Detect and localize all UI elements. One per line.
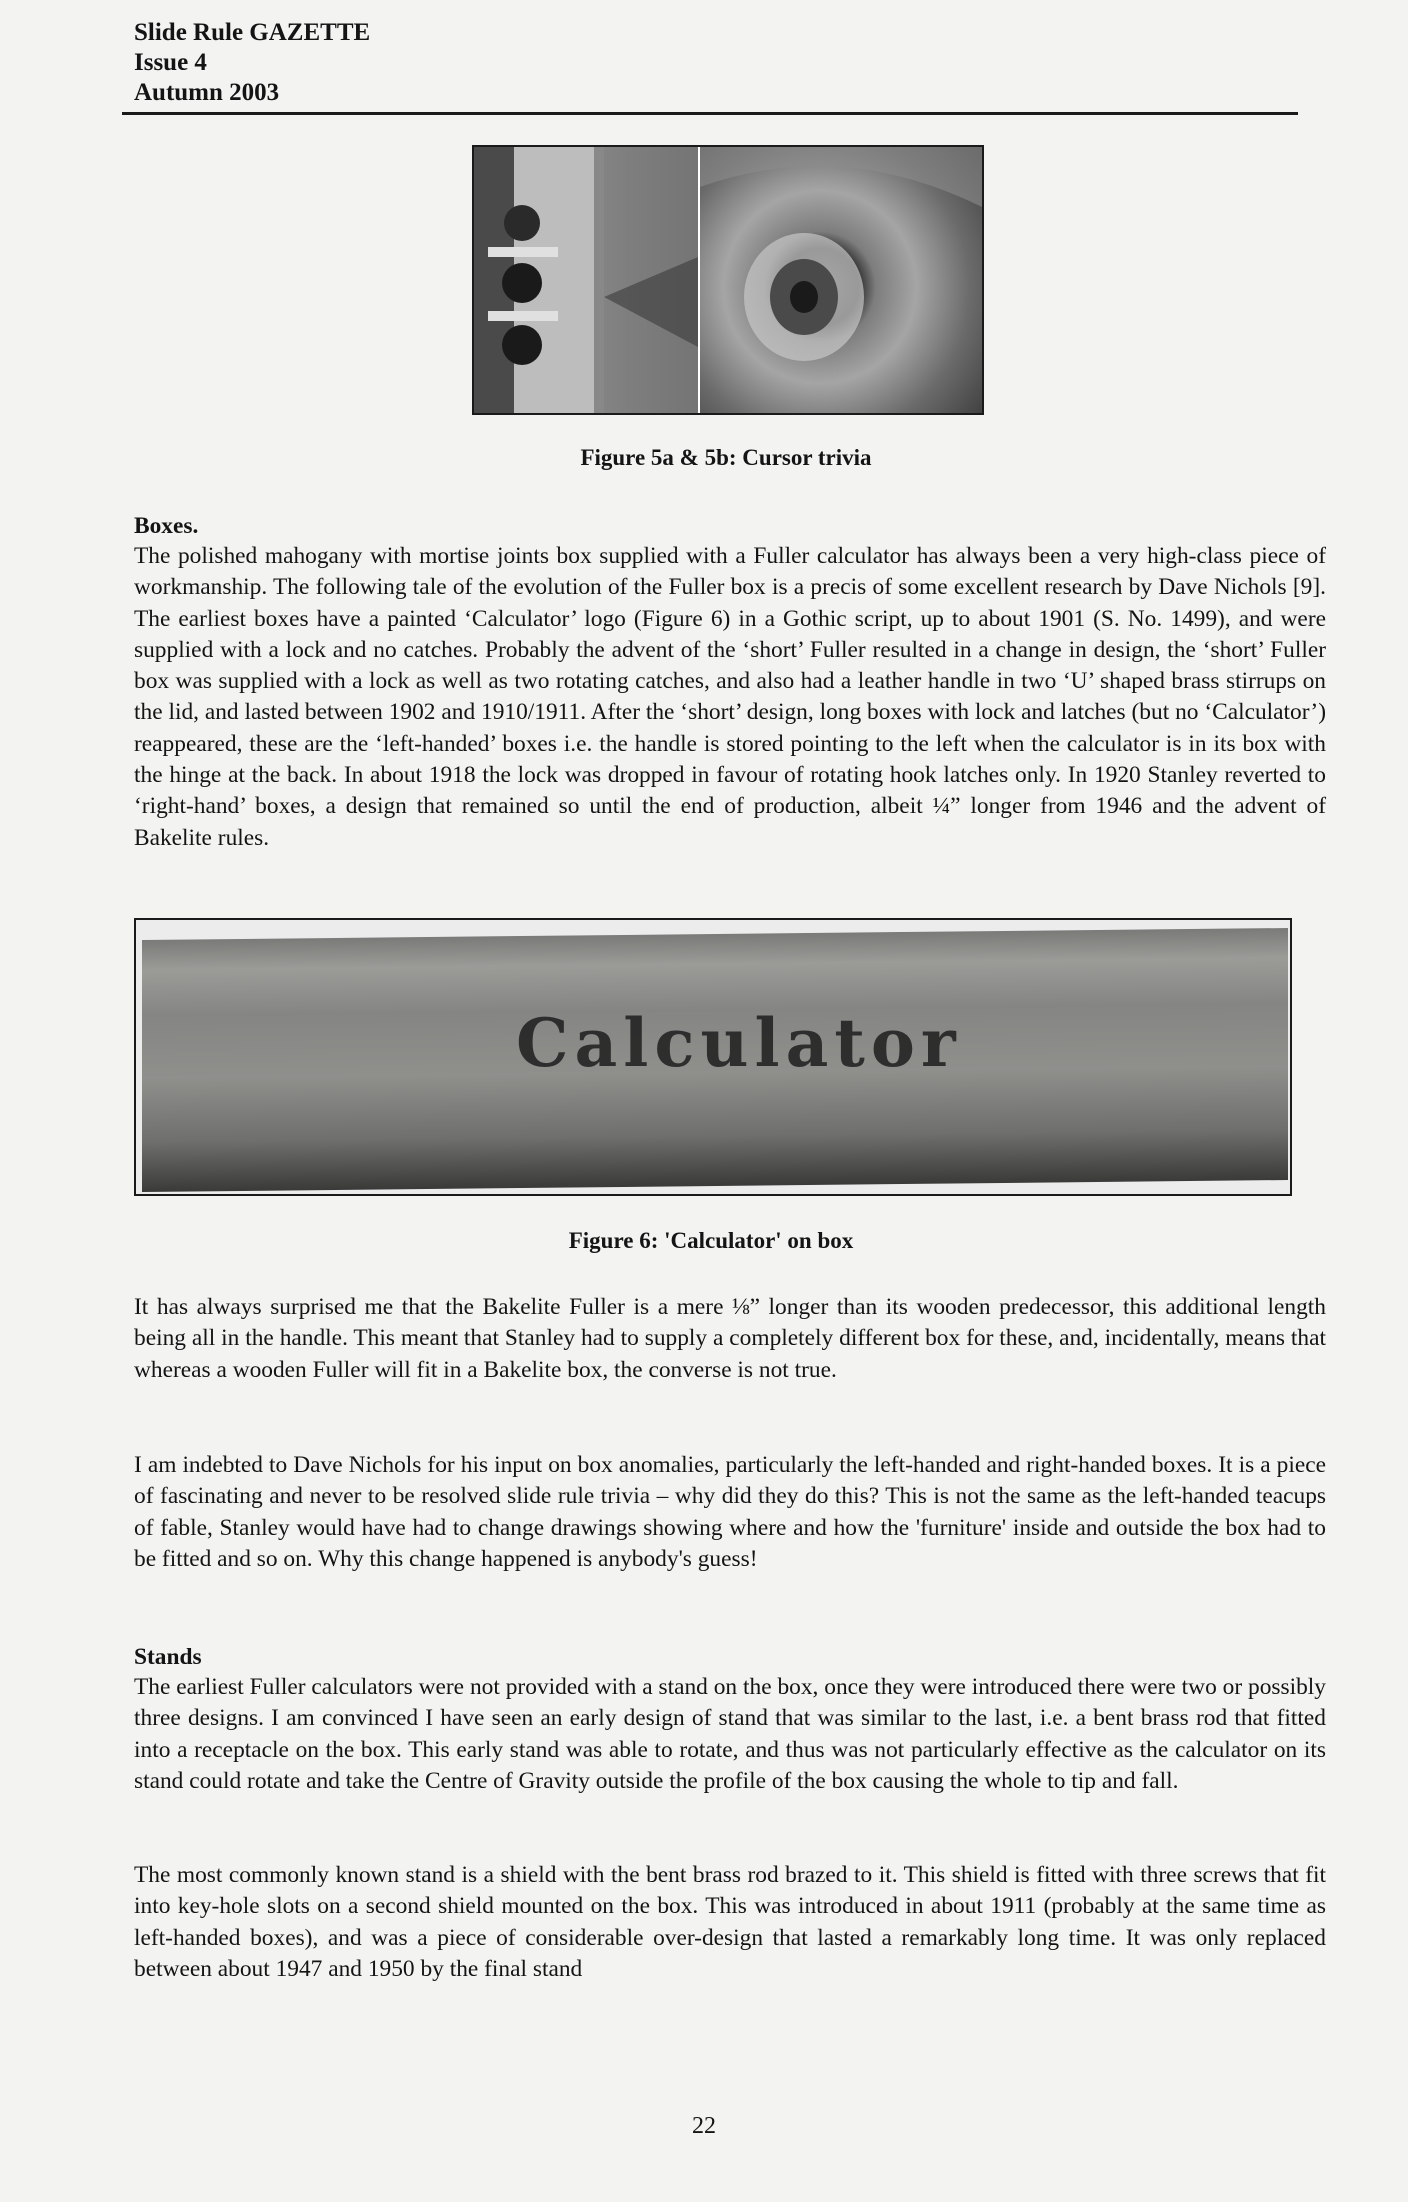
bakelite-paragraph-block [134,1292,1326,1386]
stands-paragraph-1: The earliest Fuller calculators were not provided with a stand on the box, once they were introduced there were two or possibly three designs. I am convinced I have seen an early design of stand that was similar to the last, i.e. a bent brass rod that fitted into a receptacle on the box. This early stand was able to rotate, and thus was not particularly effective as the calculator on its stand could rotate and take the Centre of Gravity outside the profile of the box causing the whole to tip and fall. [134,1674,1326,1794]
issue-season: Autumn 2003 [134,79,280,106]
publication-title: Slide Rule GAZETTE [134,19,371,46]
figure-5a-photo [474,147,698,413]
stands-paragraph-2-block [134,1860,1326,1985]
header-rule [122,112,1298,115]
stands-paragraph-1-block [134,1672,1326,1797]
issue-number: Issue 4 [134,49,207,76]
cursor-photo-b [700,147,982,413]
calculator-logo: Calculator [516,1004,962,1082]
figure-6-photo [134,918,1292,1196]
figure-5-caption: Figure 5a & 5b: Cursor trivia [580,445,872,470]
page-number: 22 [692,2113,716,2139]
figure-6-caption: Figure 6: 'Calculator' on box [568,1228,854,1253]
figure-5-photo [472,145,984,415]
boxes-heading: Boxes. [134,513,199,539]
bakelite-paragraph: It has always surprised me that the Bakelite Fuller is a mere ⅛” longer than its wooden predecessor, this additional length being all in the handle. This meant that Stanley had to supply a completely different box for these, and, incidentally, means that whereas a wooden Fuller will fit in a Bakelite box, the converse is not true. [134,1294,1326,1383]
boxes-paragraph: The polished mahogany with mortise joints box supplied with a Fuller calculator has always been a very high-class piece of workmanship. The following tale of the evolution of the Fuller box is a precis of some excellent research by Dave Nichols [9]. The earliest boxes have a painted ‘Calculator’ logo (Figure 6) in a Gothic script, up to about 1901 (S. No. 1499), and were supplied with a lock and no catches. Probably the advent of the ‘short’ Fuller resulted in a change in design, the ‘short’ Fuller box was supplied with a lock as well as two rotating catches, and also had a leather handle in two ‘U’ shaped brass stirrups on the lid, and lasted between 1902 and 1910/1911. After the ‘short’ design, long boxes with lock and latches (but no ‘Calculator’) reappeared, these are the ‘left-handed’ boxes i.e. the handle is stored pointing to the left when the calculator is in its box with the hinge at the back. In about 1918 the lock was dropped in favour of rotating hook latches only. In 1920 Stanley reverted to ‘right-hand’ boxes, a design that remained so until the end of production, albeit ¼” longer from 1946 and the advent of Bakelite rules. [134,543,1326,851]
boxes-paragraph-block [134,541,1326,854]
cursor-photo-a [474,147,698,413]
stands-paragraph-2: The most commonly known stand is a shield with the bent brass rod brazed to it. This shield is fitted with three screws that fit into key-hole slots on a second shield mounted on the box. This was introduced in about 1911 (probably at the same time as left-handed boxes), and was a piece of considerable over-design that lasted a remarkably long time. It was only replaced between about 1947 and 1950 by the final stand [134,1862,1326,1982]
stands-heading: Stands [134,1644,202,1670]
indebted-paragraph-block [134,1450,1326,1575]
figure-5b-photo [700,147,982,413]
indebted-paragraph: I am indebted to Dave Nichols for his input on box anomalies, particularly the left-handed and right-handed boxes. It is a piece of fascinating and never to be resolved slide rule trivia – why did they do this? This is not the same as the left-handed teacups of fable, Stanley would have had to change drawings showing where and how the 'furniture' inside and outside the box had to be fitted and so on. Why this change happened is anybody's guess! [134,1452,1326,1572]
masthead [134,18,370,108]
